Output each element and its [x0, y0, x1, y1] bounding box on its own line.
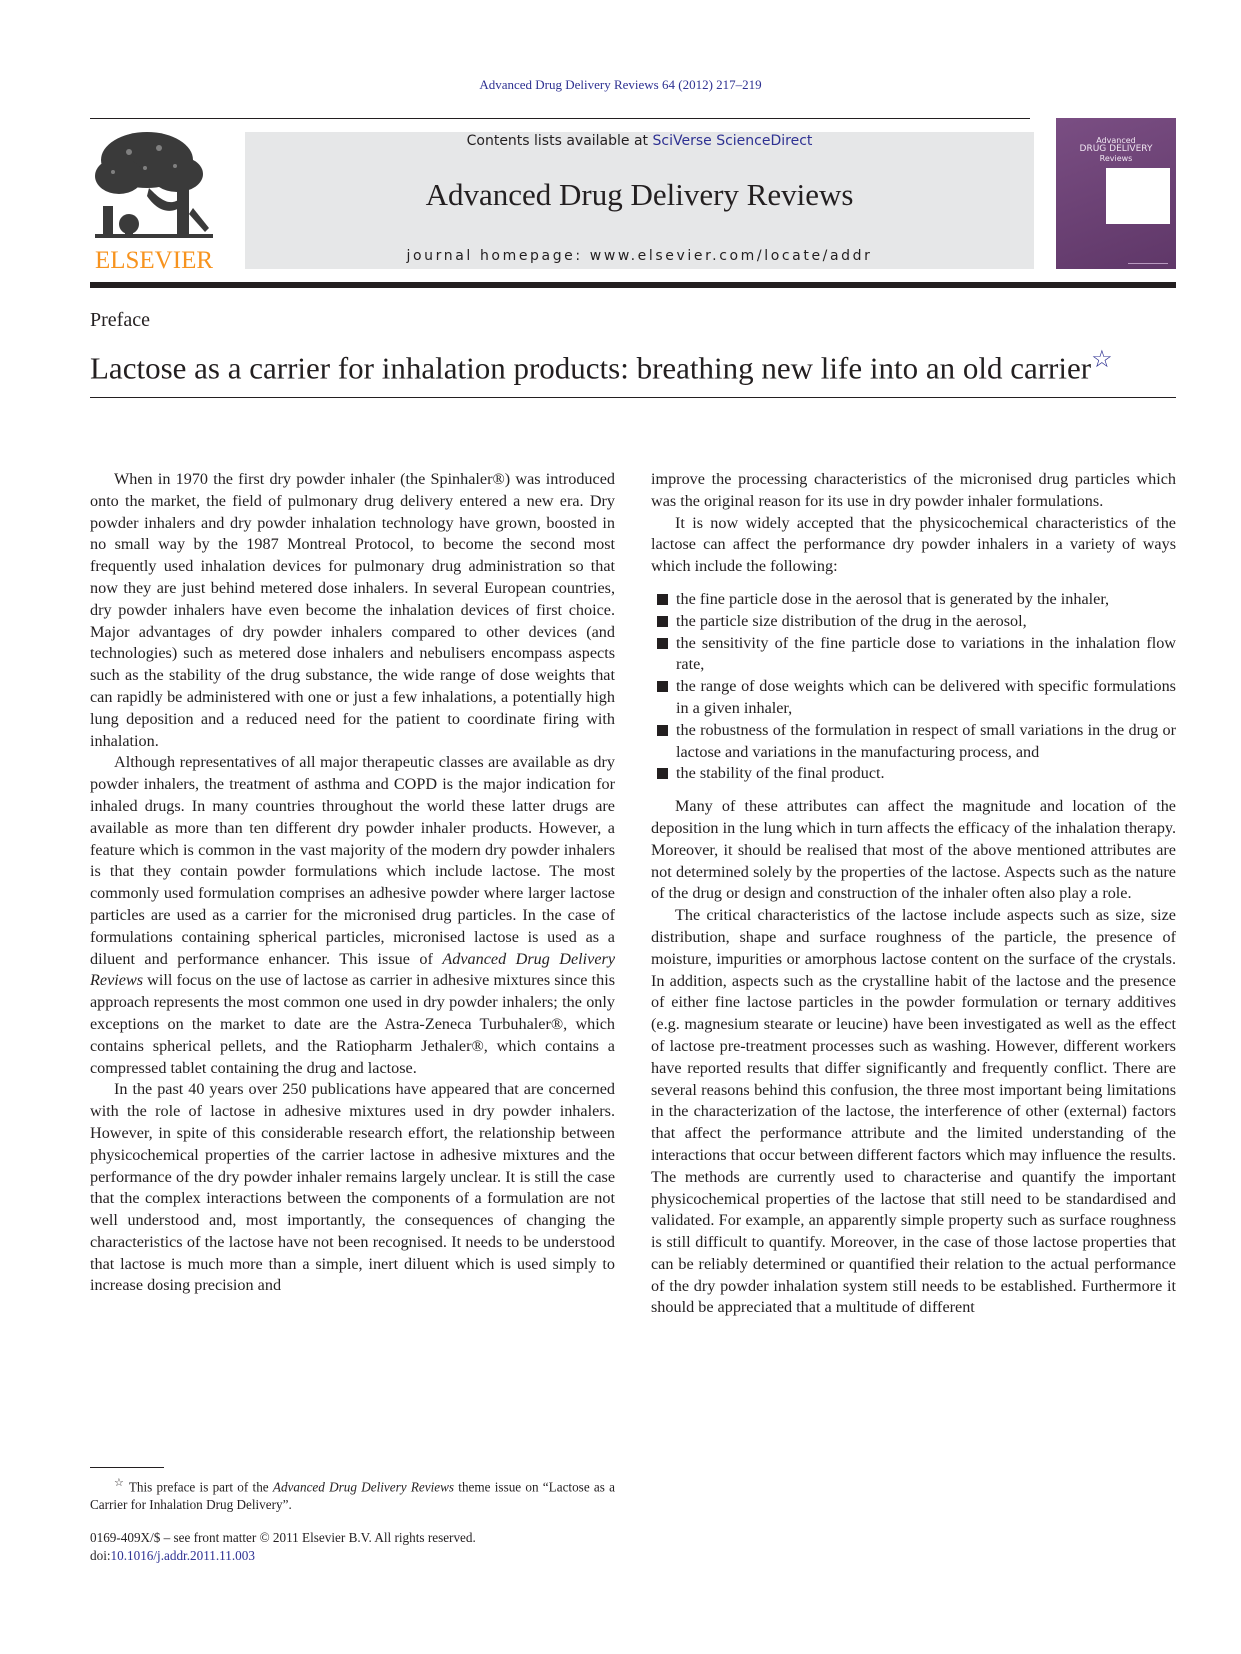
elsevier-logo[interactable] — [89, 128, 219, 273]
copyright-line: 0169-409X/$ – see front matter © 2011 Elsevier B.V. All rights reserved. — [90, 1530, 476, 1545]
right-paragraph-1: improve the processing characteristics of the micronised drug particles which was the original reason for its use in dry powder inhaler formulations. — [651, 470, 1176, 510]
elsevier-tree-icon — [89, 128, 219, 246]
left-paragraph-2-a: Although representatives of all major therapeutic classes are available as dry powder inhalers, the treatment of asthma and COPD is the major indication for inhaled drugs. In many countries throughout the world these latter drugs are available as more than ten different dry powder inhaler products. However, a feature which is common in the vast majority of the modern dry powder inhalers is that they contain powder formulations which include lactose. The most commonly used formulation comprises an adhesive powder where larger lactose particles are used as a carrier for the micronised drug particles. In the case of formulations containing spherical particles, micronised lactose is used as a diluent and performance enhancer. This issue of — [90, 753, 615, 968]
contents-line — [245, 133, 1034, 149]
left-paragraph-2 — [90, 752, 615, 1079]
sciencedirect-link[interactable]: SciVerse ScienceDirect — [652, 133, 813, 149]
left-column — [90, 469, 615, 1297]
footnote-text-italic: Advanced Drug Delivery Reviews — [272, 1479, 455, 1495]
footnote-text-a: This preface is part of the — [128, 1479, 273, 1495]
right-paragraph-2: It is now widely accepted that the physicochemical characteristics of the lactose can affect the performance dry powder inhalers in a variety of ways which include the following: — [651, 513, 1176, 576]
doi-link[interactable]: 10.1016/j.addr.2011.11.003 — [110, 1548, 255, 1563]
journal-homepage[interactable]: journal homepage: www.elsevier.com/locate/addr — [406, 248, 873, 264]
list-item: the particle size distribution of the drug in the aerosol, — [651, 611, 1176, 633]
front-matter — [90, 1529, 476, 1565]
cover-image-box — [1106, 168, 1170, 224]
left-paragraph-2-b: will focus on the use of lactose as carrier in adhesive mixtures since this approach represents the most common one used in dry powder inhalers; the only exceptions on the market to date are the Astra-Zeneca Turbuhaler®, which contains spherical pellets, and the Ratiopharm Jethaler®, which contains a compressed tablet containing the drug and lactose. — [90, 971, 615, 1077]
article-section-label: Preface — [90, 309, 150, 331]
right-column — [651, 469, 1176, 1319]
cover-line-2: DRUG DELIVERY — [1079, 144, 1153, 154]
footnote-star-icon: ☆ — [114, 1477, 125, 1489]
journal-cover-thumbnail[interactable] — [1056, 118, 1176, 269]
title-footnote-star-icon[interactable]: ☆ — [1091, 347, 1113, 373]
contents-prefix: Contents lists available at — [466, 133, 653, 149]
cover-rule — [1128, 263, 1168, 264]
journal-citation[interactable]: Advanced Drug Delivery Reviews 64 (2012) 217–219 — [479, 77, 762, 92]
left-paragraph-2-italic: Advanced Drug Delivery Reviews — [90, 949, 616, 990]
list-item: the range of dose weights which can be delivered with specific formulations in a given inhaler, — [651, 676, 1176, 720]
journal-title: Advanced Drug Delivery Reviews — [425, 177, 854, 212]
title-rule — [90, 397, 1176, 398]
cover-line-3: Reviews — [1099, 154, 1133, 163]
article-title — [90, 345, 1176, 386]
list-item: the fine particle dose in the aerosol that is generated by the inhaler, — [651, 589, 1176, 611]
doi-prefix: doi: — [90, 1548, 111, 1563]
left-paragraph-1: When in 1970 the first dry powder inhaler (the Spinhaler®) was introduced onto the market, the field of pulmonary drug delivery entered a new era. Dry powder inhalers and dry powder inhalation technology have grown, boosted in no small way by the 1987 Montreal Protocol, to become the second most frequently used inhalation devices for pulmonary drug administration so that now they are just behind metered dose inhalers. In several European countries, dry powder inhalers have even become the inhalation devices of first choice. Major advantages of dry powder inhalers compared to other devices (and technologies) such as metered dose inhalers and nebulisers encompass aspects such as the stability of the drug substance, the wide range of dose weights that can rapidly be administered with one or just a few inhalations, a potentially high lung deposition and a reduced need for the patient to coordinate firing with inhalation. — [90, 470, 615, 750]
header-thick-rule — [90, 282, 1176, 288]
header-top-rule — [90, 118, 1030, 119]
footnote-text-b: theme issue on “Lactose as a Carrier for Inhalation Drug Delivery”. — [90, 1479, 615, 1513]
article-title-text: Lactose as a carrier for inhalation products: breathing new life into an old carrier — [90, 350, 1092, 386]
right-paragraph-3: Many of these attributes can affect the magnitude and location of the deposition in the lung which in turn affects the efficacy of the inhalation therapy. Moreover, it should be realised that most of the above mentioned attributes are not determined solely by the properties of the lactose. Aspects such as the nature of the drug or design and construction of the inhaler often also play a role. — [651, 797, 1176, 903]
right-paragraph-4: The critical characteristics of the lactose include aspects such as size, size distribution, shape and surface roughness of the particle, the presence of moisture, impurities or amorphous lactose content on the surface of the crystals. In addition, aspects such as the crystalline habit of the lactose and the presence of either fine lactose particles in the powder formulation or ternary additives (e.g. magnesium stearate or leucine) have been investigated as well as the effect of lactose pre-treatment processes such as washing. However, different workers have reported results that differ significantly and frequently conflict. There are several reasons behind this confusion, the three most important being limitations in the characterization of the lactose, the interference of other (external) factors that affect the performance attribute and the limited understanding of the interactions that occur between different factors which may influence the results. The methods are currently used to characterise and quantify the important physicochemical properties of the lactose that still need to be standardised and validated. For example, an apparently simple property such as surface roughness is still difficult to quantify. Moreover, in the case of those lactose properties that can be reliably determined or quantified their relation to the actual performance of the dry powder inhalation system still needs to be established. Furthermore it should be appreciated that a multitude of different — [651, 906, 1176, 1317]
cover-title — [1056, 136, 1176, 163]
doi-line — [90, 1547, 476, 1565]
list-item: the robustness of the formulation in respect of small variations in the drug or lactose and variations in the manufacturing process, and — [651, 720, 1176, 764]
cover-line-1: Advanced — [1096, 136, 1136, 145]
footnote — [90, 1474, 615, 1514]
left-paragraph-3: In the past 40 years over 250 publications have appeared that are concerned with the role of lactose in adhesive mixtures used in dry powder inhalers. However, in spite of this considerable research effort, the relationship between physicochemical properties of the carrier lactose in adhesive mixtures and the performance of the dry powder inhaler remains largely unclear. It is still the case that the complex interactions between the components of a formulation are not well understood and, most importantly, the consequences of changing the characteristics of the lactose have not been recognised. It needs to be understood that lactose is much more than a simple, inert diluent which is used simply to increase dosing precision and — [90, 1080, 615, 1295]
attribute-list — [651, 589, 1176, 785]
list-item: the stability of the final product. — [651, 763, 1176, 785]
footnote-rule — [90, 1467, 164, 1468]
elsevier-wordmark: ELSEVIER — [94, 247, 214, 274]
list-item: the sensitivity of the fine particle dose to variations in the inhalation flow rate, — [651, 633, 1176, 677]
